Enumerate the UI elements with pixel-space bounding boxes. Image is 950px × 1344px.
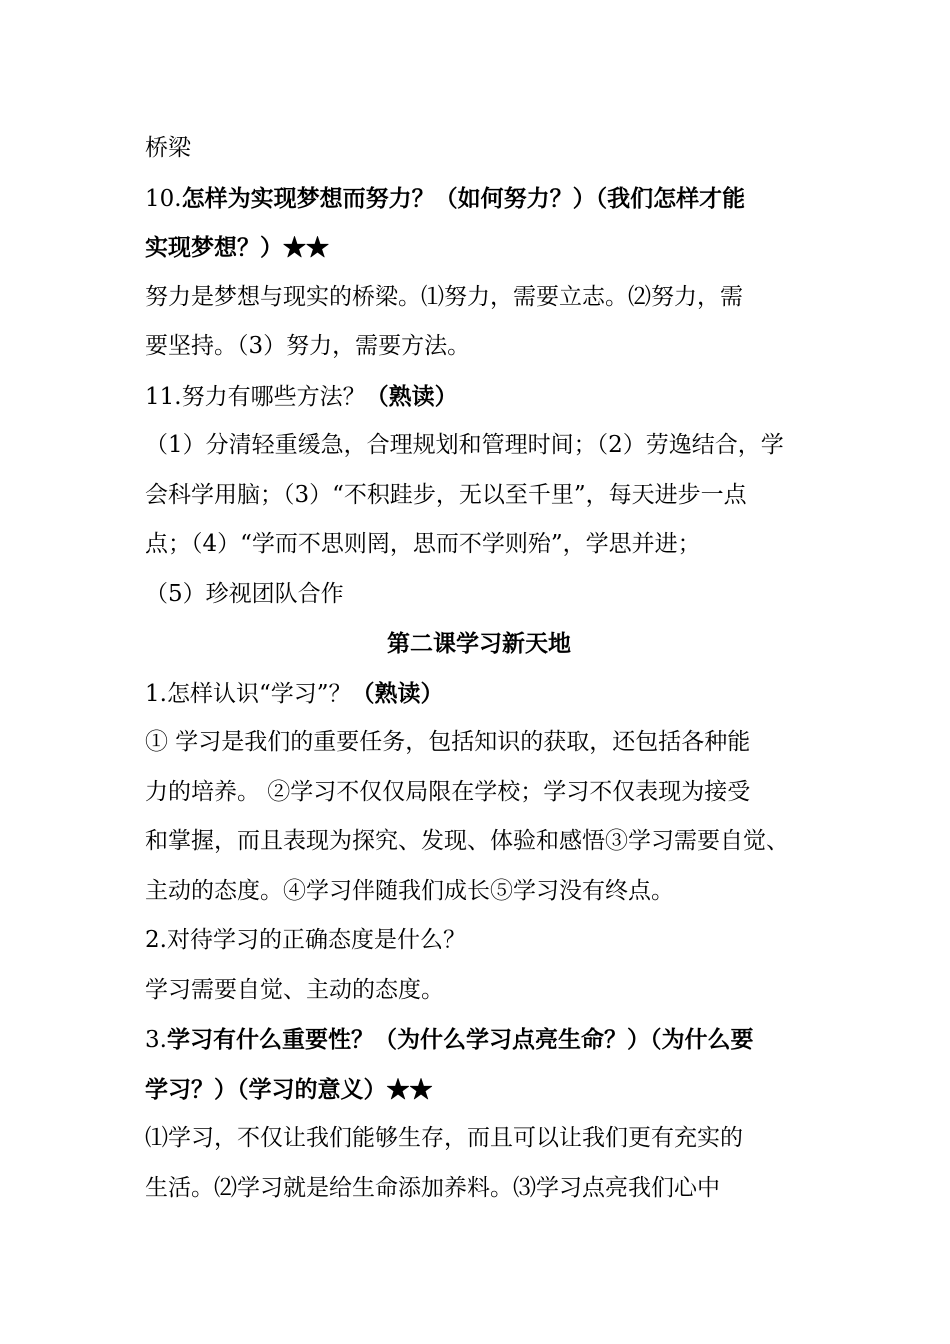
line-text: 努力是梦想与现实的桥梁。⑴努力，需要立志。⑵努力，需 xyxy=(145,283,743,310)
question-3-line-2 xyxy=(145,1065,813,1115)
text-line xyxy=(145,966,813,1016)
question-11-line xyxy=(145,372,813,422)
line-text: 会科学用脑；（3）“不积跬步，无以至千里”，每天进步一点 xyxy=(145,481,747,508)
text-line xyxy=(145,471,813,521)
text-line xyxy=(145,273,813,323)
question-1-line xyxy=(145,669,813,719)
text-line xyxy=(145,570,813,620)
lesson-heading xyxy=(145,619,813,669)
text-line xyxy=(145,1114,813,1164)
text-line xyxy=(145,768,813,818)
question-text: 1.怎样认识“学习”？ xyxy=(145,680,352,707)
question-text: 11.努力有哪些方法？ xyxy=(145,383,366,410)
question-10-line-2 xyxy=(145,223,813,273)
question-3-line-1 xyxy=(145,1015,813,1065)
text-line xyxy=(145,520,813,570)
question-text: 学习？）（学习的意义）★★ xyxy=(145,1075,433,1103)
line-text: 点；（4）“学而不思则罔，思而不学则殆”，学思并进； xyxy=(145,531,701,557)
line-text: 要坚持。（3）努力，需要方法。 xyxy=(145,333,471,359)
line-text: 和掌握，而且表现为探究、发现、体验和感悟③学习需要自觉、 xyxy=(145,828,789,854)
question-text: 2.对待学习的正确态度是什么？ xyxy=(145,927,466,953)
line-text: 主动的态度。④学习伴随我们成长⑤学习没有终点。 xyxy=(145,877,674,904)
emphasis-tag: （熟读） xyxy=(351,679,444,707)
emphasis-tag: （熟读） xyxy=(365,382,458,410)
text-line xyxy=(145,867,813,917)
question-10-line-1 xyxy=(145,174,813,224)
line-text: （5）珍视团队合作 xyxy=(145,580,344,607)
line-text: 生活。⑵学习就是给生命添加养料。⑶学习点亮我们心中 xyxy=(145,1174,720,1201)
line-text: 学习需要自觉、主动的态度。 xyxy=(145,976,444,1003)
question-number: 10. xyxy=(145,185,182,212)
text-line xyxy=(145,322,813,372)
question-2-line xyxy=(145,916,813,966)
document-page xyxy=(145,124,813,1213)
heading-text: 第二课学习新天地 xyxy=(387,630,571,657)
text-line xyxy=(145,124,813,174)
question-text: 怎样为实现梦想而努力？（如何努力？）（我们怎样才能 xyxy=(181,184,746,212)
question-number: 3. xyxy=(145,1027,167,1053)
text-line xyxy=(145,718,813,768)
text-line xyxy=(145,1164,813,1214)
question-text: 学习有什么重要性？（为什么学习点亮生命？）（为什么要 xyxy=(166,1026,754,1053)
line-text: ⑴学习，不仅让我们能够生存，而且可以让我们更有充实的 xyxy=(145,1125,743,1151)
question-text: 实现梦想？）★★ xyxy=(145,234,329,261)
line-text: 桥梁 xyxy=(145,135,191,161)
text-line xyxy=(145,817,813,867)
line-text: （1）分清轻重缓急，合理规划和管理时间；（2）劳逸结合，学 xyxy=(145,432,784,458)
line-text: ① 学习是我们的重要任务，包括知识的获取，还包括各种能 xyxy=(145,729,751,755)
text-line xyxy=(145,421,813,471)
line-text: 力的培养。 ②学习不仅仅局限在学校；学习不仅表现为接受 xyxy=(145,778,751,805)
